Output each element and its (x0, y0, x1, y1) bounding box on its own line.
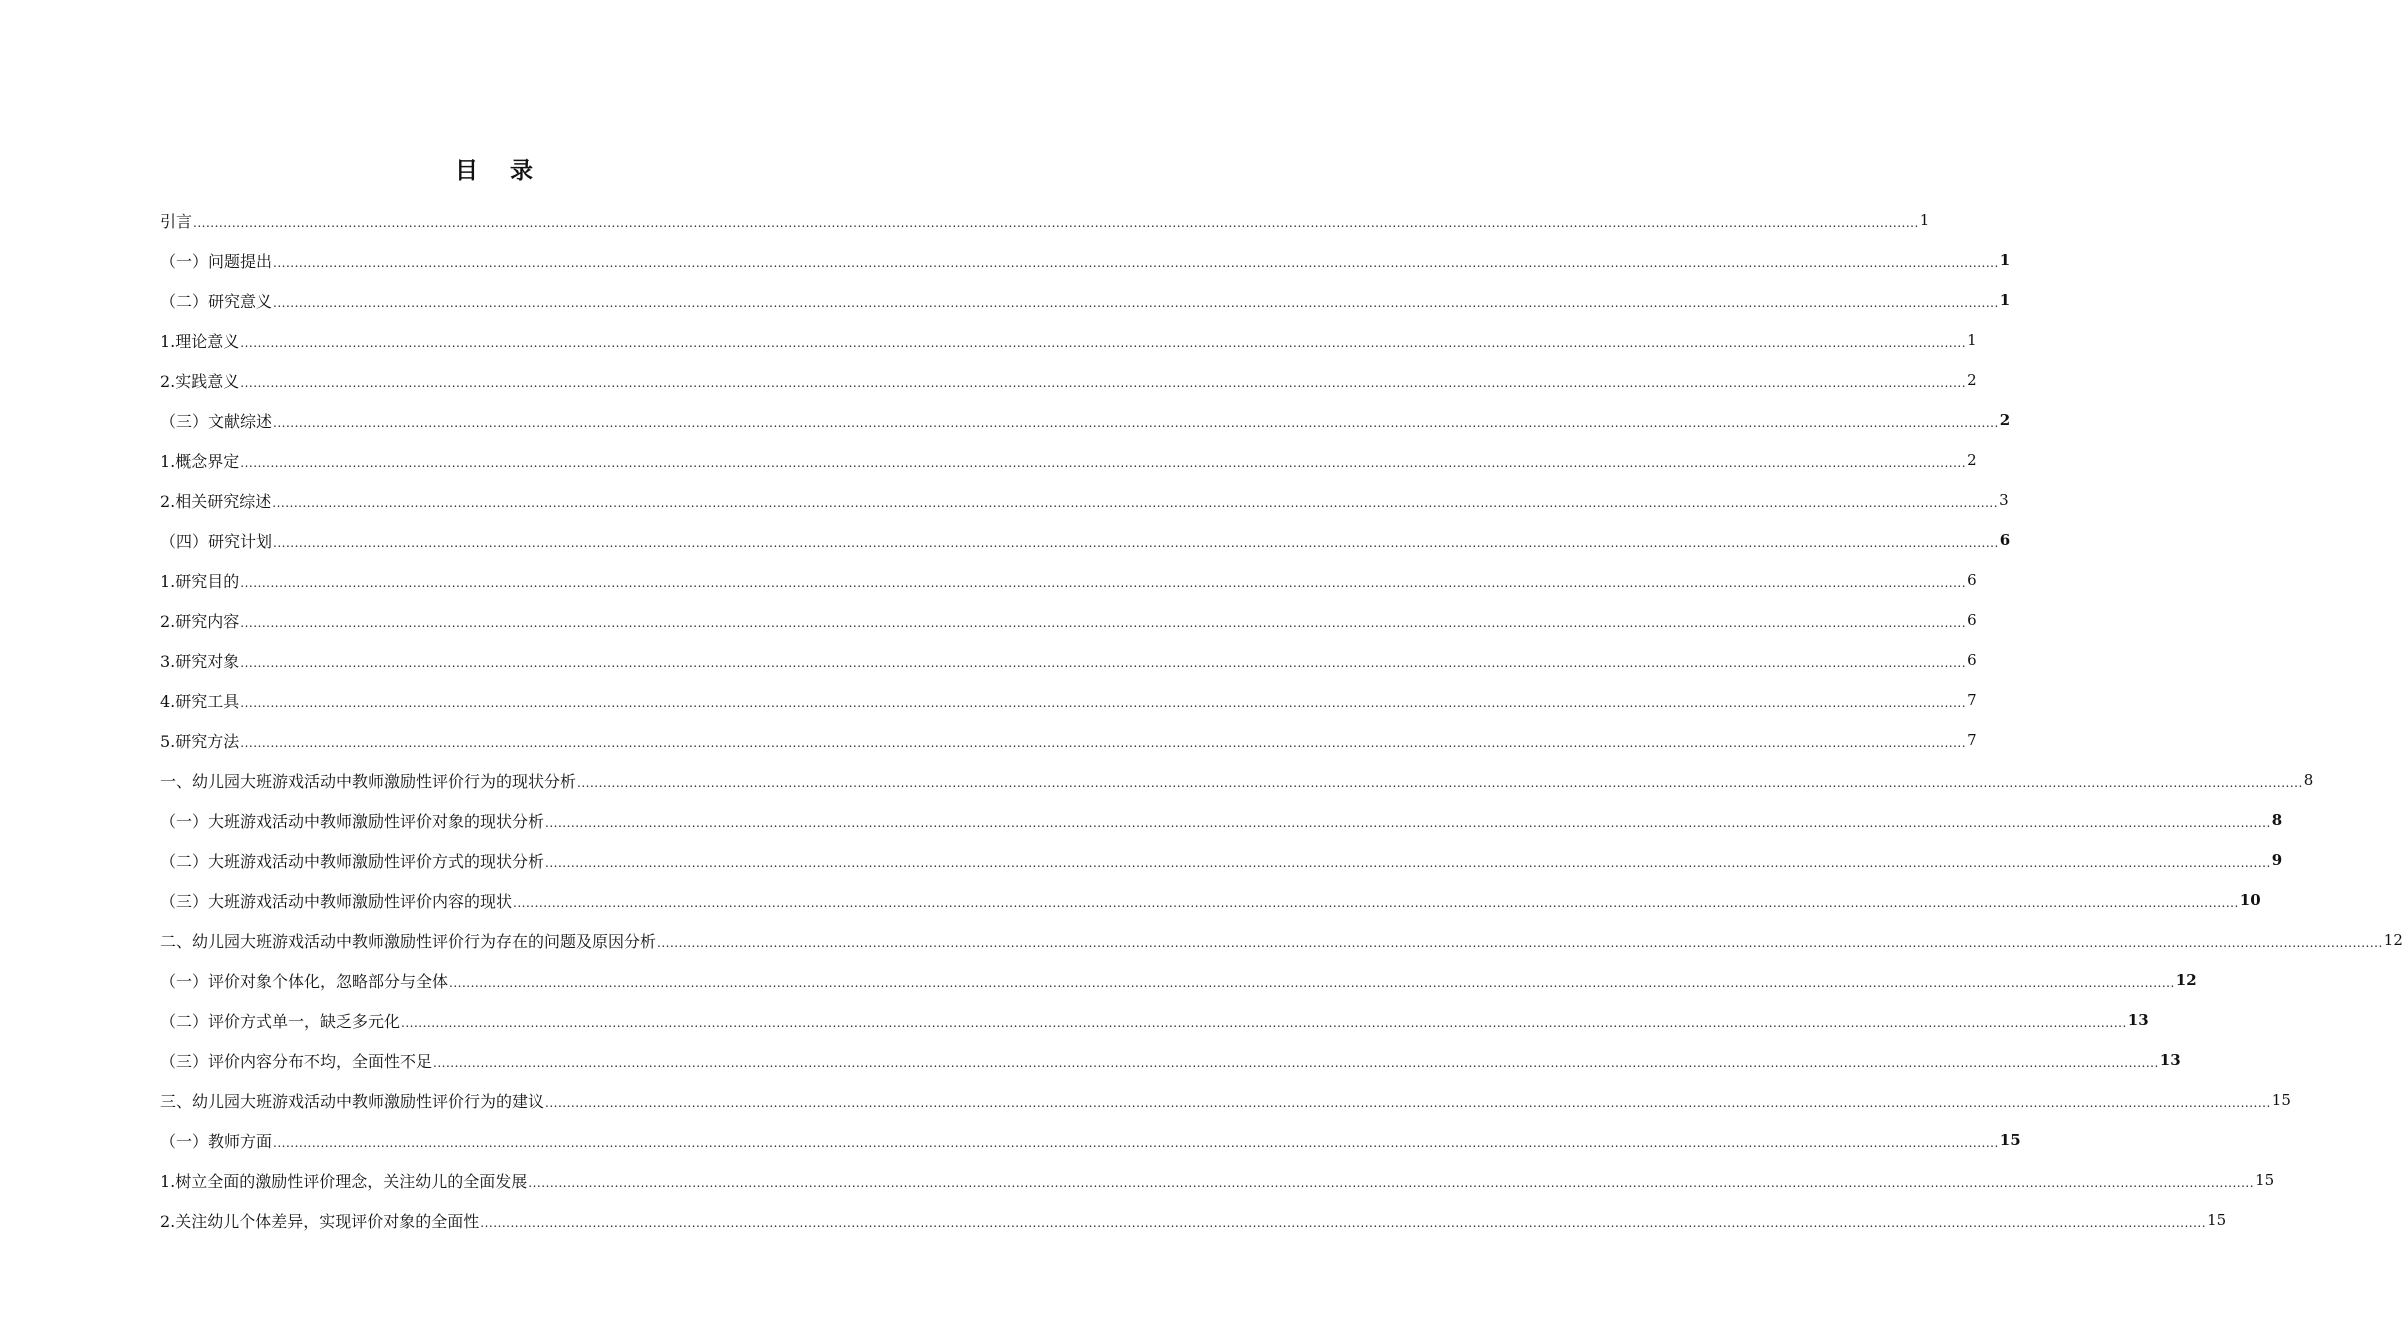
toc-entry[interactable] (160, 1200, 2227, 1240)
toc-entry[interactable] (160, 360, 1977, 400)
toc-entry-title: 3.研究对象 (160, 651, 240, 671)
toc-entry-title: 4.研究工具 (160, 691, 240, 711)
toc-entry-title: 三、幼儿园大班游戏活动中教师激励性评价行为的建议 (160, 1091, 545, 1111)
toc-entry[interactable] (160, 600, 1977, 640)
toc-entry-title: 2.研究内容 (160, 611, 240, 631)
toc-entry-title: 2.关注幼儿个体差异，实现评价对象的全面性 (160, 1211, 480, 1231)
toc-entry[interactable] (160, 760, 2314, 800)
toc-entry-title: 1.理论意义 (160, 331, 240, 351)
toc-entry[interactable] (160, 920, 2403, 960)
toc-entry[interactable] (160, 200, 1930, 240)
toc-entry[interactable] (160, 840, 2283, 880)
toc-dot-leader: ................................................................................................................................................................................................................................................................................................................................................................................................................ (240, 375, 1967, 390)
toc-entry-title: 2.实践意义 (160, 371, 240, 391)
toc-entry-title: 1.树立全面的激励性评价理念，关注幼儿的全面发展 (160, 1171, 528, 1191)
toc-entry-page: 1 (1919, 211, 1930, 229)
toc-entry[interactable] (160, 800, 2283, 840)
toc-entry-page: 6 (1967, 611, 1977, 629)
toc-entry-page: 6 (1967, 651, 1977, 669)
toc-entry-page: 10 (2239, 891, 2261, 909)
toc-dot-leader: ................................................................................................................................................................................................................................................................................................................................................................................................................ (545, 1095, 2271, 1110)
toc-entry-page: 8 (2271, 811, 2283, 829)
toc-entry[interactable] (160, 960, 2197, 1000)
toc-entry-page: 2 (1967, 451, 1977, 469)
toc-dot-leader: ................................................................................................................................................................................................................................................................................................................................................................................................................ (528, 1175, 2255, 1190)
toc-entry-title: （二）研究意义 (160, 291, 273, 311)
toc-entry-title: （二）评价方式单一，缺乏多元化 (160, 1011, 401, 1031)
toc-entry-title: （三）评价内容分布不均，全面性不足 (160, 1051, 433, 1071)
toc-dot-leader: ................................................................................................................................................................................................................................................................................................................................................................................................................ (273, 415, 1999, 430)
toc-entry-page: 7 (1967, 731, 1977, 749)
toc-dot-leader: ................................................................................................................................................................................................................................................................................................................................................................................................................ (240, 575, 1967, 590)
toc-entry-page: 7 (1967, 691, 1977, 709)
toc-entry-page: 3 (1999, 491, 2009, 509)
toc-entry-title: （一）教师方面 (160, 1131, 273, 1151)
toc-entry[interactable] (160, 720, 1977, 760)
toc-dot-leader: ................................................................................................................................................................................................................................................................................................................................................................................................................ (401, 1015, 2127, 1030)
toc-dot-leader: ................................................................................................................................................................................................................................................................................................................................................................................................................ (240, 335, 1967, 350)
toc-entry-title: 2.相关研究综述 (160, 491, 272, 511)
toc-dot-leader: ................................................................................................................................................................................................................................................................................................................................................................................................................ (433, 1055, 2159, 1070)
toc-entry-page: 8 (2303, 771, 2314, 789)
toc-entry-title: 5.研究方法 (160, 731, 240, 751)
toc-entry-title: （一）问题提出 (160, 251, 273, 271)
toc-dot-leader: ................................................................................................................................................................................................................................................................................................................................................................................................................ (577, 775, 2303, 790)
toc-entry[interactable] (160, 1040, 2181, 1080)
toc-dot-leader: ................................................................................................................................................................................................................................................................................................................................................................................................................ (480, 1215, 2207, 1230)
toc-entry-title: 1.研究目的 (160, 571, 240, 591)
toc-entry[interactable] (160, 1080, 2291, 1120)
toc-entry-page: 15 (2271, 1091, 2291, 1109)
toc-dot-leader: ................................................................................................................................................................................................................................................................................................................................................................................................................ (240, 735, 1967, 750)
toc-entry-page: 2 (1967, 371, 1977, 389)
toc-entry-title: （三）大班游戏活动中教师激励性评价内容的现状 (160, 891, 513, 911)
toc-entry[interactable] (160, 680, 1977, 720)
toc-entry[interactable] (160, 1000, 2149, 1040)
toc-dot-leader: ................................................................................................................................................................................................................................................................................................................................................................................................................ (449, 975, 2175, 990)
toc-dot-leader: ................................................................................................................................................................................................................................................................................................................................................................................................................ (240, 655, 1967, 670)
toc-entry-page: 2 (1999, 411, 2011, 429)
toc-entry-page: 12 (2175, 971, 2197, 989)
toc-entry-title: 二、幼儿园大班游戏活动中教师激励性评价行为存在的问题及原因分析 (160, 931, 657, 951)
toc-entry[interactable] (160, 880, 2261, 920)
toc-dot-leader: ................................................................................................................................................................................................................................................................................................................................................................................................................ (545, 815, 2271, 830)
toc-entry-page: 15 (1999, 1131, 2021, 1149)
toc-entry[interactable] (160, 320, 1977, 360)
toc-dot-leader: ................................................................................................................................................................................................................................................................................................................................................................................................................ (545, 855, 2271, 870)
toc-dot-leader: ................................................................................................................................................................................................................................................................................................................................................................................................................ (273, 255, 1999, 270)
page-title: 目 录 (454, 158, 545, 184)
toc-dot-leader: ................................................................................................................................................................................................................................................................................................................................................................................................................ (240, 615, 1967, 630)
toc-entry[interactable] (160, 440, 1977, 480)
toc-entry[interactable] (160, 480, 2009, 520)
toc-entry[interactable] (160, 520, 2011, 560)
toc-dot-leader: ................................................................................................................................................................................................................................................................................................................................................................................................................ (240, 695, 1967, 710)
toc-entry-page: 1 (1999, 251, 2011, 269)
toc-entry-page: 6 (1999, 531, 2011, 549)
toc-entry[interactable] (160, 640, 1977, 680)
toc-entry-page: 13 (2127, 1011, 2149, 1029)
toc-entry-title: （二）大班游戏活动中教师激励性评价方式的现状分析 (160, 851, 545, 871)
toc-entry-page: 6 (1967, 571, 1977, 589)
toc-dot-leader: ................................................................................................................................................................................................................................................................................................................................................................................................................ (273, 1135, 1999, 1150)
toc-entry[interactable] (160, 1160, 2275, 1200)
toc-dot-leader: ................................................................................................................................................................................................................................................................................................................................................................................................................ (272, 495, 1999, 510)
toc-entry-title: （一）大班游戏活动中教师激励性评价对象的现状分析 (160, 811, 545, 831)
toc-entry-page: 15 (2207, 1211, 2227, 1229)
toc-entry[interactable] (160, 1120, 2021, 1160)
toc-entry-title: （三）文献综述 (160, 411, 273, 431)
toc-entry[interactable] (160, 240, 2011, 280)
toc-entry[interactable] (160, 280, 2011, 320)
toc-entry-page: 9 (2271, 851, 2283, 869)
toc-entry-page: 1 (1967, 331, 1977, 349)
toc-entry-page: 12 (2383, 931, 2403, 949)
toc-entry-title: 一、幼儿园大班游戏活动中教师激励性评价行为的现状分析 (160, 771, 577, 791)
toc-entry-title: （一）评价对象个体化，忽略部分与全体 (160, 971, 449, 991)
toc-dot-leader: ................................................................................................................................................................................................................................................................................................................................................................................................................ (240, 455, 1967, 470)
toc-entry[interactable] (160, 560, 1977, 600)
toc-entry-page: 15 (2255, 1171, 2275, 1189)
toc-entry-page: 13 (2159, 1051, 2181, 1069)
toc-entry[interactable] (160, 400, 2011, 440)
toc-dot-leader: ................................................................................................................................................................................................................................................................................................................................................................................................................ (513, 895, 2239, 910)
toc-dot-leader: ................................................................................................................................................................................................................................................................................................................................................................................................................ (657, 935, 2383, 950)
toc-dot-leader: ................................................................................................................................................................................................................................................................................................................................................................................................................ (193, 215, 1919, 230)
toc-entry-title: 引言 (160, 211, 193, 231)
toc-dot-leader: ................................................................................................................................................................................................................................................................................................................................................................................................................ (273, 535, 1999, 550)
toc-entry-page: 1 (1999, 291, 2011, 309)
toc-dot-leader: ................................................................................................................................................................................................................................................................................................................................................................................................................ (273, 295, 1999, 310)
toc-entry-title: 1.概念界定 (160, 451, 240, 471)
toc-entry-title: （四）研究计划 (160, 531, 273, 551)
